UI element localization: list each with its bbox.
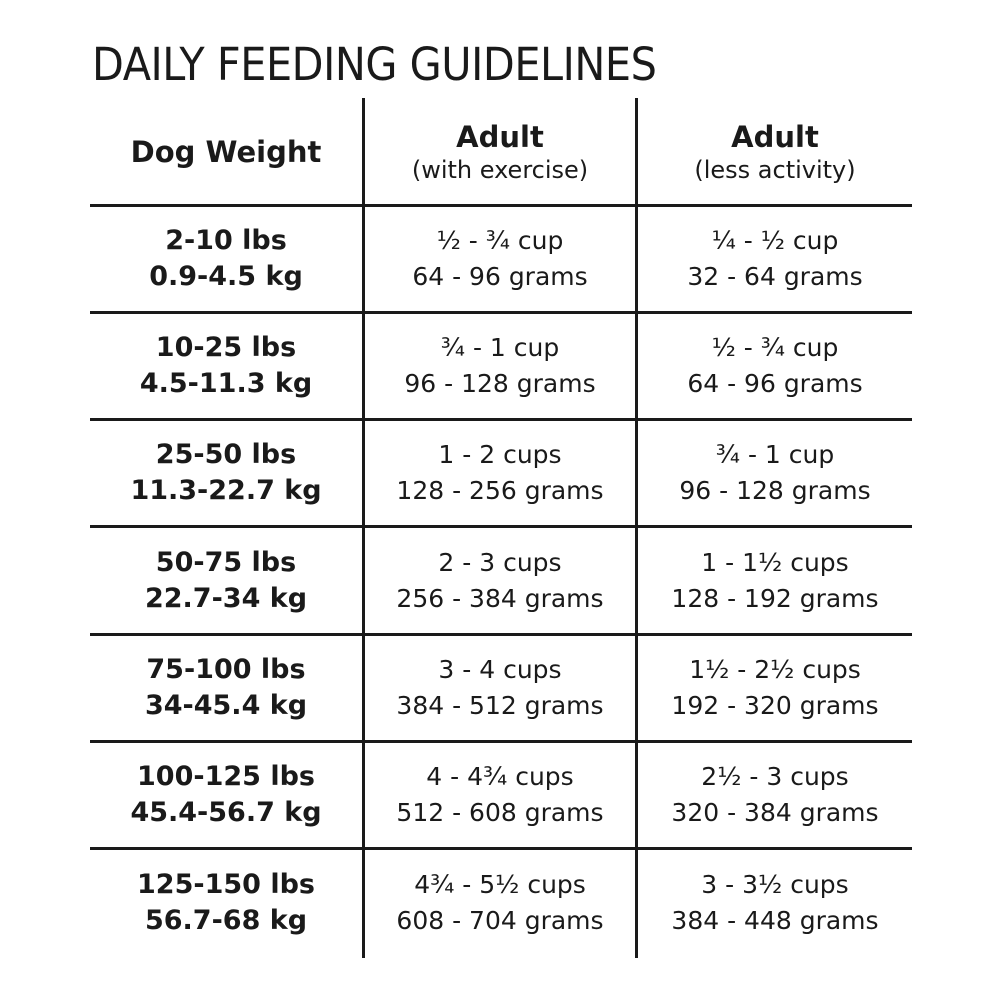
amount-cups: 1 - 1½ cups [701,547,849,577]
amount-grams: 256 - 384 grams [396,583,604,613]
table-row-weight [90,421,362,525]
table-row-weight [90,850,362,956]
weight-kg: 11.3-22.7 kg [130,475,322,506]
amount-cups: 2 - 3 cups [438,547,562,577]
table-row-with-exercise [365,850,635,956]
amount-cups: ¾ - 1 cup [440,333,560,362]
amount-grams: 320 - 384 grams [671,798,879,827]
amount-grams: 64 - 96 grams [412,262,588,291]
table-row-less-activity [638,850,912,956]
table-row-with-exercise [365,636,635,740]
weight-lbs: 50-75 lbs [155,546,297,578]
table-row-weight [90,207,362,311]
amount-cups: 4¾ - 5½ cups [414,870,586,899]
header-less-activity-label: (less activity) [694,156,856,184]
weight-kg: 22.7-34 kg [144,582,308,614]
amount-grams: 608 - 704 grams [396,906,604,935]
amount-grams: 384 - 512 grams [396,691,604,720]
weight-kg: 0.9-4.5 kg [149,261,303,292]
header-dog-weight [90,100,362,204]
amount-cups: 3 - 3½ cups [701,870,849,899]
table-row-less-activity [638,743,912,847]
header-adult-exercise [365,100,635,204]
amount-grams: 32 - 64 grams [687,262,863,291]
amount-grams: 128 - 256 grams [396,476,604,505]
table-row-weight [90,314,362,418]
weight-lbs: 10-25 lbs [155,332,297,363]
amount-grams: 512 - 608 grams [396,798,604,827]
header-with-exercise-label: (with exercise) [411,156,589,184]
amount-cups: 1½ - 2½ cups [689,655,861,684]
table-row-weight [90,743,362,847]
amount-cups: ¼ - ½ cup [711,226,839,255]
table-row-less-activity [638,207,912,311]
table-row-less-activity [638,636,912,740]
table-row-with-exercise [365,314,635,418]
amount-cups: 1 - 2 cups [438,440,562,469]
weight-lbs: 125-150 lbs [137,869,315,900]
weight-lbs: 75-100 lbs [146,654,306,685]
weight-lbs: 25-50 lbs [155,439,297,470]
weight-kg: 4.5-11.3 kg [139,368,313,399]
header-adult-less-activity [638,100,912,204]
header-adult-label: Adult [456,120,544,154]
header-adult-label: Adult [731,120,819,154]
table-row-with-exercise [365,207,635,311]
table-row-less-activity [638,528,912,633]
table-row-with-exercise [365,421,635,525]
table-row-less-activity [638,421,912,525]
amount-cups: 3 - 4 cups [438,655,562,684]
amount-cups: ½ - ¾ cup [711,333,839,362]
amount-grams: 96 - 128 grams [404,369,596,398]
table-row-weight [90,528,362,633]
weight-kg: 45.4-56.7 kg [130,797,322,828]
weight-lbs: 2-10 lbs [165,225,287,256]
amount-grams: 192 - 320 grams [671,691,879,720]
weight-kg: 56.7-68 kg [144,905,308,936]
weight-lbs: 100-125 lbs [137,761,315,792]
table-row-weight [90,636,362,740]
weight-kg: 34-45.4 kg [144,690,308,721]
table-row-less-activity [638,314,912,418]
amount-cups: 4 - 4¾ cups [426,762,574,791]
amount-grams: 128 - 192 grams [671,583,879,613]
amount-cups: ½ - ¾ cup [436,226,564,255]
table-row-with-exercise [365,743,635,847]
amount-cups: ¾ - 1 cup [715,440,835,469]
header-dog-weight-label: Dog Weight [130,135,322,169]
amount-grams: 96 - 128 grams [679,476,871,505]
amount-cups: 2½ - 3 cups [701,762,849,791]
page-title: DAILY FEEDING GUIDELINES [92,38,657,91]
table-row-with-exercise [365,528,635,633]
amount-grams: 384 - 448 grams [671,906,879,935]
amount-grams: 64 - 96 grams [687,369,863,398]
